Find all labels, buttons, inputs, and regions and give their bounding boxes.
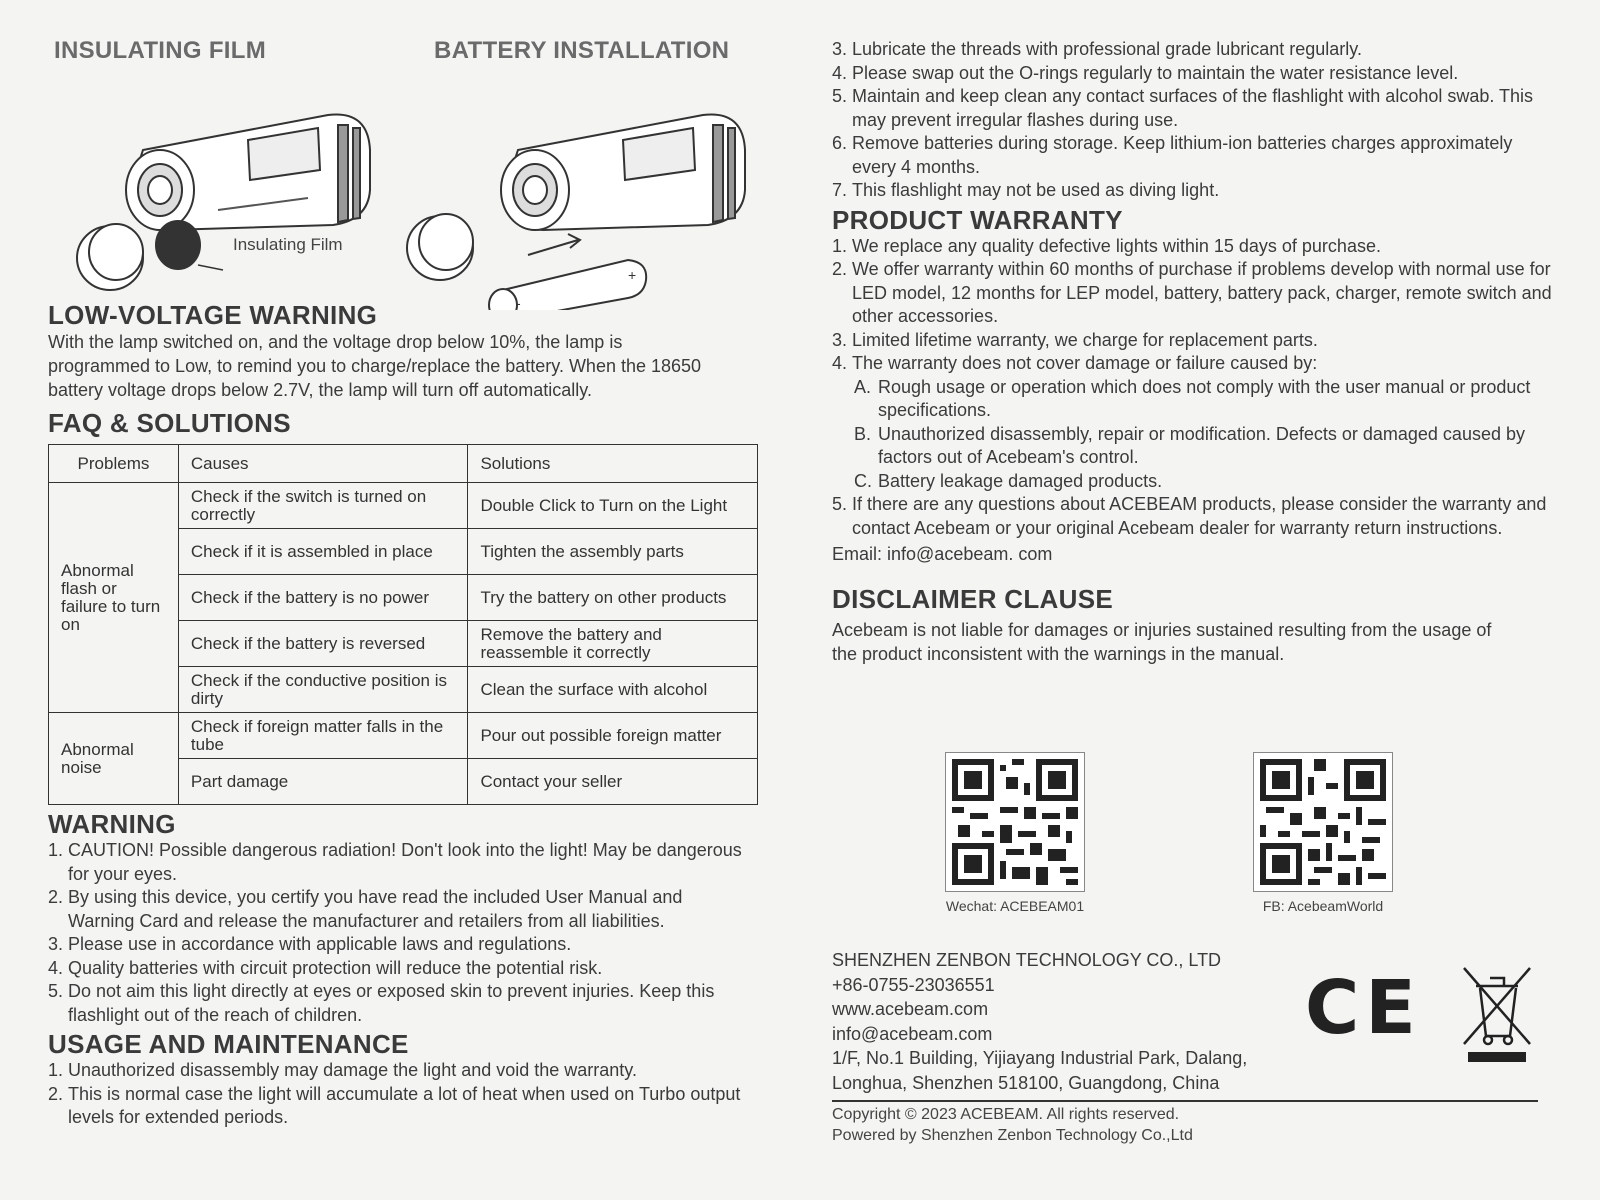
problem-cell: Abnormal flash or failure to turn on: [49, 483, 179, 713]
header-problems: Problems: [49, 445, 179, 483]
list-item: 1. Unauthorized disassembly may damage the light and void the warranty.: [48, 1060, 637, 1080]
list-item: 4. The warranty does not cover damage or failure caused by:: [832, 353, 1318, 373]
solution-cell: Clean the surface with alcohol: [468, 667, 758, 713]
qr-code-icon: [945, 752, 1085, 892]
cause-cell: Check if foreign matter falls in the tube: [178, 713, 468, 759]
list-item: 1. We replace any quality defective lights within 15 days of purchase.: [832, 235, 1381, 256]
qr-code-icon: [1253, 752, 1393, 892]
company-email: info@acebeam.com: [832, 1023, 993, 1044]
list-item: B. Unauthorized disassembly, repair or modification. Defects or damaged caused by factors out of Acebeam's control.: [854, 423, 1525, 467]
solution-cell: Try the battery on other products: [468, 575, 758, 621]
cause-cell: Check if the conductive position is dirty: [178, 667, 468, 713]
low-voltage-text: With the lamp switched on, and the voltage drop below 10%, the lamp is programmed to Low, to remind you to charge/replace the battery. When the 18650 battery voltage drops below 2.7V, the lamp will turn off automatically.: [48, 332, 702, 400]
disclaimer-text: Acebeam is not liable for damages or injuries sustained resulting from the usage of the product inconsistent with the warnings in the manual.: [832, 620, 1492, 664]
list-item: 5. Do not aim this light directly at eyes or exposed skin to prevent injuries. Keep this flashlight out of the reach of children.: [48, 981, 715, 1025]
solution-cell: Remove the battery and reassemble it correctly: [468, 621, 758, 667]
footer-divider: [832, 1100, 1538, 1102]
company-info: [832, 948, 1292, 1095]
cause-cell: Part damage: [178, 759, 468, 805]
warranty-list-cont: [832, 493, 1552, 540]
insulating-film-title: INSULATING FILM: [54, 37, 267, 64]
list-item: 6. Remove batteries during storage. Keep lithium-ion batteries charges approximately every 4 months.: [832, 133, 1513, 177]
list-item: 5. If there are any questions about ACEBEAM products, please consider the warranty and contact Acebeam or your original Acebeam dealer for warranty return instructions.: [832, 494, 1547, 538]
solution-cell: Tighten the assembly parts: [468, 529, 758, 575]
warranty-title: PRODUCT WARRANTY: [832, 204, 1123, 235]
company-name: SHENZHEN ZENBON TECHNOLOGY CO., LTD: [832, 950, 1222, 970]
qr-pattern: [1260, 759, 1386, 885]
list-item: 7. This flashlight may not be used as diving light.: [832, 180, 1220, 200]
table-row: [49, 713, 758, 759]
ce-mark-icon: CE: [1305, 965, 1422, 1051]
weee-bin-icon: [1460, 964, 1534, 1064]
table-row: [49, 483, 758, 529]
qr-facebook-label: FB: AcebeamWorld: [1262, 898, 1384, 914]
faq-table: [48, 444, 758, 805]
insulating-film-label: Insulating Film: [233, 235, 343, 254]
company-website: www.acebeam.com: [832, 999, 989, 1019]
copyright-block: [832, 1104, 1193, 1146]
cause-cell: Check if the battery is reversed: [178, 621, 468, 667]
flashlight-illustration: [48, 80, 768, 310]
usage-title: USAGE AND MAINTENANCE: [48, 1029, 409, 1059]
copyright-line: Copyright © 2023 ACEBEAM. All rights reserved.: [832, 1106, 1180, 1123]
list-item: 2. We offer warranty within 60 months of purchase if problems develop with normal use for LED model, 12 months for LEP model, battery, battery pack, charger, remote switch and other accessories.: [832, 259, 1552, 326]
low-voltage-title: LOW-VOLTAGE WARNING: [48, 300, 378, 330]
company-phone: +86-0755-23036551: [832, 974, 995, 995]
usage-continued-list: [832, 38, 1552, 203]
header-causes: Causes: [178, 445, 468, 483]
right-column: [832, 38, 1552, 666]
warning-title: WARNING: [48, 809, 176, 839]
list-item: 4. Please swap out the O-rings regularly to maintain the water resistance level.: [832, 62, 1459, 83]
solution-cell: Pour out possible foreign matter: [468, 713, 758, 759]
cause-cell: Check if it is assembled in place: [178, 529, 468, 575]
solution-cell: Double Click to Turn on the Light: [468, 483, 758, 529]
warranty-list: [832, 235, 1552, 376]
battery-installation-title: BATTERY INSTALLATION: [434, 37, 730, 64]
list-item: 3. Please use in accordance with applicable laws and regulations.: [48, 934, 572, 954]
qr-wechat-label: Wechat: ACEBEAM01: [945, 898, 1085, 914]
company-address-2: Longhua, Shenzhen 518100, Guangdong, China: [832, 1072, 1220, 1093]
list-item: 3. Lubricate the threads with professional grade lubricant regularly.: [832, 39, 1362, 59]
header-solutions: Solutions: [468, 445, 758, 483]
qr-pattern: [952, 759, 1078, 885]
warning-list: [48, 839, 748, 1027]
list-item: A. Rough usage or operation which does not comply with the user manual or product specifications.: [854, 376, 1531, 420]
list-item: 1. CAUTION! Possible dangerous radiation! Don't look into the light! May be dangerous for your eyes.: [48, 840, 742, 884]
usage-list: [48, 1059, 758, 1130]
svg-text:-: -: [516, 295, 521, 310]
qr-facebook: [1253, 752, 1393, 914]
illustrations: [48, 30, 770, 310]
list-item: 3. Limited lifetime warranty, we charge for replacement parts.: [832, 329, 1318, 350]
list-item: 2. This is normal case the light will accumulate a lot of heat when used on Turbo output levels for extended periods.: [48, 1083, 741, 1127]
cause-cell: Check if the switch is turned on correctly: [178, 483, 468, 529]
solution-cell: Contact your seller: [468, 759, 758, 805]
company-address-1: 1/F, No.1 Building, Yijiayang Industrial Park, Dalang,: [832, 1048, 1248, 1068]
list-item: 2. By using this device, you certify you have read the included User Manual and Warning Card and release the manufacturer and retailers from all liabilities.: [48, 887, 683, 931]
disclaimer-title: DISCLAIMER CLAUSE: [832, 584, 1113, 614]
faq-title: FAQ & SOLUTIONS: [48, 408, 291, 438]
list-item: 5. Maintain and keep clean any contact surfaces of the flashlight with alcohol swab. This may prevent irregular flashes during use.: [832, 86, 1534, 130]
svg-text:+: +: [628, 267, 637, 283]
cause-cell: Check if the battery is no power: [178, 575, 468, 621]
list-item: 4. Quality batteries with circuit protection will reduce the potential risk.: [48, 957, 603, 978]
problem-cell: Abnormal noise: [49, 713, 179, 805]
powered-by-line: Powered by Shenzhen Zenbon Technology Co.,Ltd: [832, 1127, 1193, 1144]
warranty-email: Email: info@acebeam. com: [832, 544, 1053, 564]
table-header-row: [49, 445, 758, 483]
list-item: C. Battery leakage damaged products.: [854, 470, 1163, 491]
left-column: [48, 30, 770, 1130]
warranty-sub-list: [854, 376, 1552, 494]
qr-wechat: [945, 752, 1085, 914]
